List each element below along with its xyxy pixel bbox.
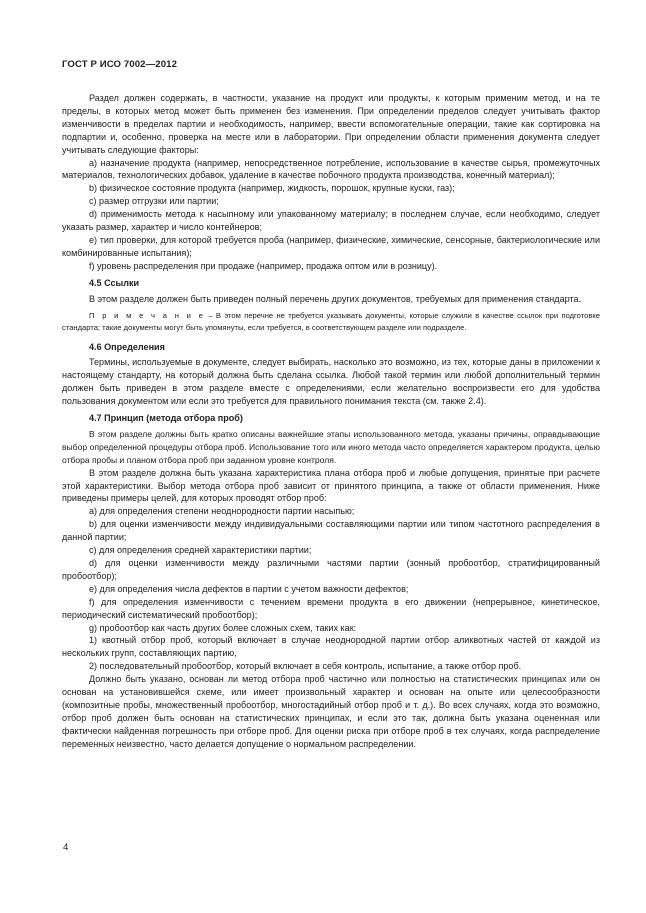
list-item: g) пробоотбор как часть других более сложных схем, таких как: xyxy=(89,622,357,633)
list-item: a) назначение продукта (например, непосредственное потребление, использование в качестве сырья, промежуточных материалов, технологических добавок, удаление в качестве побочного продукта производства, конечный материал); xyxy=(62,157,600,181)
note-label: П р и м е ч а н и е xyxy=(89,310,206,320)
list-item: f) для определения изменчивости с течением времени продукта в его движении (непрерывное, кинетическое, периодический систематический пробоотбор); xyxy=(62,596,600,620)
section-paragraph: Должно быть указано, основан ли метод отбора проб частично или полностью на статистических принципах или он основан на установившейся схеме, или имеет произвольный характер и основан на опыте или целесообразности (композитные пробы, множественный пробоотбор, многостадийный отбор проб и т. д.). Во всех случаях, когда это возможно, отбор проб должен быть основан на статистических принципах, и если это так, должна быть указана оцененная или фактически найденная погрешность при отборе проб. Для оценки риска при отборе проб в тех случаях, когда распределение переменных неизвестно, часто делается допущение о нормальном распределении. xyxy=(62,674,600,749)
note xyxy=(62,310,600,334)
document-header: ГОСТ Р ИСО 7002—2012 xyxy=(62,59,178,70)
list-item: e) тип проверки, для которой требуется проба (например, физические, химические, сенсорные, бактериологические или комбинированные испытания); xyxy=(62,234,600,258)
note-text: – В этом перечне не требуется указывать документы, которые служили в качестве ссылок при подготовке стандарта; такие документы могут быть упомянуты, если требуется, в соответствующем разделе или подразделе. xyxy=(62,310,601,332)
section-paragraph: В этом разделе должен быть приведен полный перечень других документов, требуемых для применения стандарта. xyxy=(89,293,582,304)
page-number: 4 xyxy=(63,842,69,853)
section-heading-definitions: 4.6 Определения xyxy=(89,341,165,352)
list-item: e) для определения числа дефектов в партии с учетом важности дефектов; xyxy=(89,583,409,594)
list-item: 2) последовательный пробоотбор, который включает в себя контроль, испытание, а также отбор проб. xyxy=(89,661,522,672)
list-item: a) для определения степени неоднородности партии насыпью; xyxy=(89,506,355,517)
list-item: c) для определения средней характеристики партии; xyxy=(89,545,312,556)
list-item: c) размер отгрузки или партии; xyxy=(89,196,219,207)
intro-paragraph: Раздел должен содержать, в частности, указание на продукт или продукты, к которым применим метод, и на те пределы, в которых метод может быть применен без изменения. При определении пределов следует учитывать фактор изменчивости в пределах партии и необходимость, например, ввести вспомогательные операции, такие как сортировка на подпартии и, особенно, проверка на месте или в лаборатории. При определении области применения документа следует учитывать следующие факторы: xyxy=(62,93,600,155)
list-item: b) для оценки изменчивости между индивидуальными составляющими партии или типом частотного распределения в данной партии; xyxy=(62,519,600,543)
list-item: b) физическое состояние продукта (например, жидкость, порошок, крупные куски, газ); xyxy=(89,183,455,194)
section-paragraph: В этом разделе должна быть указана характеристика плана отбора проб и любые допущения, принятые при расчете этой характеристики. Выбор метода отбора проб зависит от принятого принципа, а также от области применения. Ниже приведены примеры целей, для которых проводят отбор проб: xyxy=(62,467,600,504)
list-item: f) уровень распределения при продаже (например, продажа оптом или в розницу). xyxy=(89,260,438,271)
list-item: d) для оценки изменчивости между различными частями партии (зонный пробоотбор, стратифицированный пробоотбор); xyxy=(62,558,600,581)
list-item: 1) квотный отбор проб, который включает в случае неоднородной партии отбор аликвотных частей от каждой из нескольких групп, составляющих партию, xyxy=(62,635,600,659)
section-paragraph: Термины, используемые в документе, следует выбирать, насколько это возможно, из тех, которые даны в приложении к настоящему стандарту, на который должна быть сделана ссылка. Любой такой термин или любой дополнительный термин должен быть приведен в этом разделе вместе с определениями, если желательно воспроизвести его для удобства пользования документом или если это требуется для правильного понимания текста (см. также 2.4). xyxy=(62,357,600,407)
list-item: d) применимость метода к насыпному или упакованному материалу; в последнем случае, если необходимо, следует указать размер, характер и число контейнеров; xyxy=(62,209,600,233)
section-heading-principle: 4.7 Принцип (метода отбора проб) xyxy=(89,413,243,424)
section-paragraph: В этом разделе должны быть кратко описаны важнейшие этапы использованного метода, указаны причины, оправдывающие выбор определенной процедуры отбора проб. Использование того или иного метода часто определяется характером продукта, целью отбора пробы и планом отбора проб при заданном уровне контроля. xyxy=(62,428,600,465)
page-body xyxy=(62,92,600,751)
section-heading-references: 4.5 Ссылки xyxy=(89,277,140,288)
